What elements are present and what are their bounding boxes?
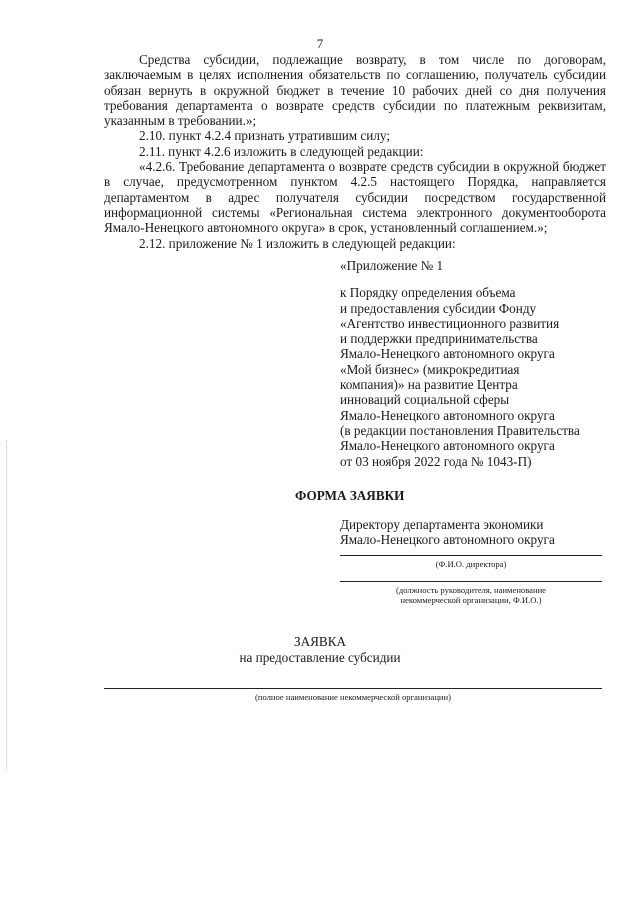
body-text [104,52,606,251]
org-caption: (полное наименование некоммерческой организации) [255,692,451,702]
application-subheading: на предоставление субсидии [239,650,401,665]
head-caption: (должность руководителя, наименование некоммерческой организации, Ф.И.О.) [396,585,546,605]
head-signature-line [340,581,602,582]
paragraph-2-10: 2.10. пункт 4.2.4 признать утратившим силу; [139,128,391,144]
paragraph-2-12: 2.12. приложение № 1 изложить в следующей редакции: [139,235,456,251]
appendix-line: компания)» на развитие Центра [340,377,518,393]
appendix-line: Ямало-Ненецкого автономного округа [340,438,555,454]
scan-edge-artifact [6,440,8,770]
page-number: 7 [316,36,324,51]
appendix-line: и предоставления субсидии Фонду [340,300,537,316]
appendix-line: Ямало-Ненецкого автономного округа [340,407,555,423]
appendix-line: инноваций социальной сферы [340,392,510,408]
paragraph-refund: Средства субсидии, подлежащие возврату, в том числе по договорам, заключаемым в целях исполнения обязательств по соглашению, получатель субсидии обязан вернуть в окружной бюджет в течение 10 рабочих дней со дня получения требования департамента о возврате средств субсидии по платежным реквизитам, указанным в требовании.»; [104,52,606,129]
appendix-line: (в редакции постановления Правительства [340,422,580,438]
appendix-line: Ямало-Ненецкого автономного округа [340,346,555,362]
appendix-line: от 03 ноября 2022 года № 1043-П) [340,453,532,469]
form-title: ФОРМА ЗАЯВКИ [295,488,405,503]
addressee-line: Директору департамента экономики [340,517,544,532]
appendix-line: «Мой бизнес» (микрокредитиая [340,361,520,377]
director-caption: (Ф.И.О. директора) [435,559,507,569]
addressee-line: Ямало-Ненецкого автономного округа [340,532,555,548]
addressee-block [340,517,555,548]
paragraph-2-11: 2.11. пункт 4.2.6 изложить в следующей редакции: [139,143,424,159]
appendix-line: к Порядку определения объема [340,285,516,301]
org-name-line [104,688,602,689]
director-name-line [340,555,602,556]
appendix-line: «Агентство инвестиционного развития [340,315,560,331]
appendix-title: «Приложение № 1 [340,258,444,273]
appendix-block [340,258,620,469]
appendix-line: и поддержки предпринимательства [340,331,538,347]
application-heading: ЗАЯВКА [293,634,347,649]
paragraph-4-2-6: «4.2.6. Требование департамента о возврате средств субсидии в окружной бюджет в случае, предусмотренном пунктом 4.2.5 настоящего Порядка, направляется департаментом в адрес получателя субсидии посредством государственной информационной системы «Региональная система электронного документооборота Ямало-Ненецкого автономного округа» в срок, установленный соглашением.»; [104,159,606,236]
